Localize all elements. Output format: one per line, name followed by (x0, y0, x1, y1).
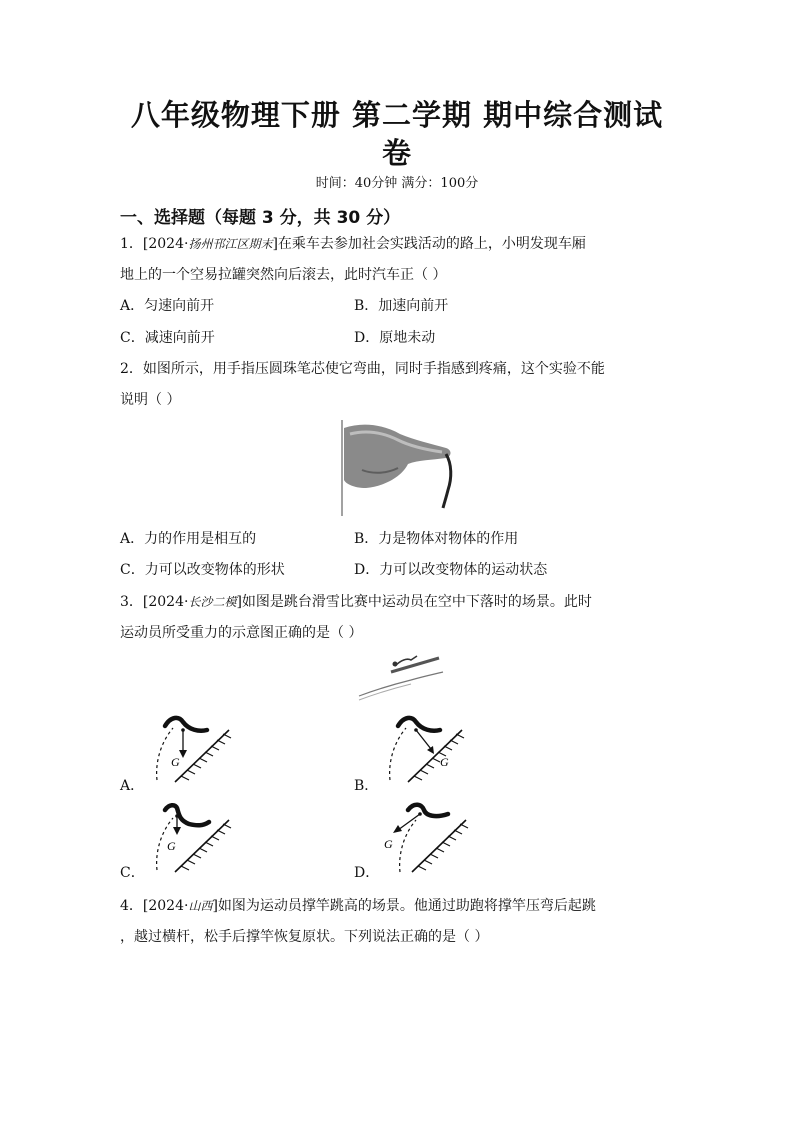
question-3-option-a-label: A． (120, 778, 145, 794)
question-3-option-d-label: D． (354, 865, 380, 881)
question-4-source: 山西 (188, 899, 213, 913)
question-3-source: 长沙二模 (188, 595, 237, 609)
question-2-option-d: D．力可以改变物体的运动状态 (354, 562, 548, 578)
question-2-line-2: 说明（ ） (120, 392, 181, 408)
question-4-line-2: ，越过横杆，松手后撑竿恢复原状。下列说法正确的是（ ） (120, 929, 489, 945)
question-1-option-d: D．原地未动 (354, 330, 436, 346)
option-b-force-diagram (378, 712, 468, 784)
question-3-option-b-label: B． (354, 778, 379, 794)
question-2-option-a: A．力的作用是相互的 (120, 531, 257, 547)
question-4-stem: ]如图为运动员撑竿跳高的场景。他通过助跑将撑竿压弯后起跳 (212, 898, 596, 914)
source-dot: · (184, 898, 189, 914)
question-2-option-b: B．力是物体对物体的作用 (354, 531, 519, 547)
force-label-g: G (440, 755, 449, 769)
question-1-line-2: 地上的一个空易拉罐突然向后滚去，此时汽车正（ ） (120, 267, 447, 283)
question-3-stem: ]如图是跳台滑雪比赛中运动员在空中下落时的场景。此时 (236, 594, 592, 610)
question-1-option-c: C．减速向前开 (120, 330, 215, 346)
question-2-line-1: 2．如图所示，用手指压圆珠笔芯使它弯曲，同时手指感到疼痛，这个实验不能 (120, 361, 605, 377)
force-label-g: G (384, 837, 393, 851)
title-line-1: 八年级物理下册 第二学期 期中综合测试 (130, 98, 664, 132)
finger-pressing-pen-refill-image (342, 420, 454, 516)
question-3-line-1 (120, 591, 592, 611)
option-a-force-diagram (145, 712, 235, 784)
question-1-number: 1．[2024 (120, 236, 184, 252)
question-3-number: 3．[2024 (120, 594, 184, 610)
option-d-force-diagram (378, 800, 468, 872)
question-4-number: 4．[2024 (120, 898, 184, 914)
question-1-stem: ]在乘车去参加社会实践活动的路上，小明发现车厢 (272, 236, 586, 252)
question-1-source: 扬州邗江区期末 (188, 237, 273, 251)
exam-meta: 时间：40分钟 满分：100分 (315, 176, 479, 191)
option-c-force-diagram (145, 800, 235, 872)
section-heading: 一、选择题（每题 3 分，共 30 分） (120, 208, 401, 228)
question-3-option-c-label: C． (120, 865, 145, 881)
question-1-line-1 (120, 233, 586, 253)
question-1-option-a: A．匀速向前开 (120, 298, 215, 314)
ski-jumper-scene-image (355, 650, 445, 702)
force-label-g: G (171, 755, 180, 769)
question-4-line-1 (120, 895, 596, 915)
question-1-option-b: B．加速向前开 (354, 298, 449, 314)
force-label-g: G (167, 839, 176, 853)
title-line-2: 卷 (381, 136, 412, 170)
question-2-option-c: C．力可以改变物体的形状 (120, 562, 285, 578)
question-3-line-2: 运动员所受重力的示意图正确的是（ ） (120, 625, 363, 641)
source-dot: · (184, 236, 189, 252)
page-title (110, 96, 684, 172)
source-dot: · (184, 594, 189, 610)
